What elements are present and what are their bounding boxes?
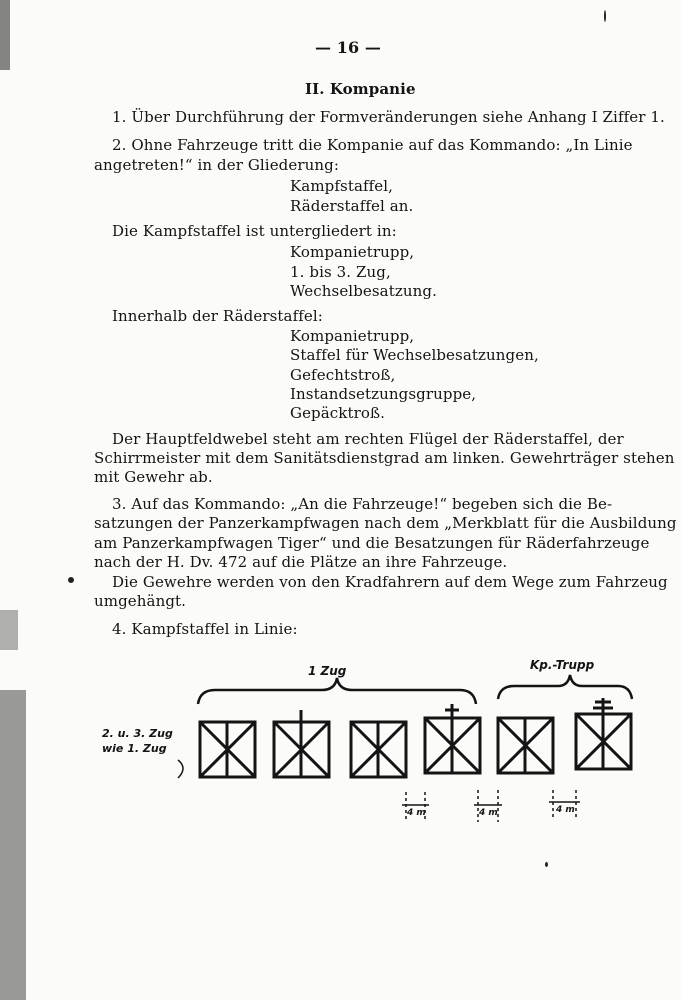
raederstaffel-intro: Innerhalb der Räderstaffel: (112, 307, 323, 325)
paragraph-3-line: nach der H. Dv. 472 auf die Plätze an ihre Fahrzeuge. (94, 553, 508, 571)
tank-symbol (274, 710, 329, 777)
raederstaffel-item: Gepäcktroß. (290, 404, 386, 422)
paragraph-3-line: satzungen der Panzerkampfwagen nach dem „Merkblatt für die Ausbildung (94, 514, 677, 532)
gap-label: 4 m (407, 808, 426, 818)
section-heading: II. Kompanie (305, 80, 416, 98)
tank-symbol (200, 722, 255, 777)
tank-symbol-leader (425, 704, 480, 773)
paragraph-3-line: 3. Auf das Kommando: „An die Fahrzeuge!“ begeben sich die Be- (112, 495, 613, 513)
raederstaffel-item: Kompanietrupp, (290, 327, 415, 345)
raederstaffel-item: Instandsetzungsgruppe, (290, 385, 477, 403)
label-side-2: wie 1. Zug (102, 742, 167, 755)
gap-label: 4 m (556, 805, 575, 815)
tank-symbol (351, 722, 406, 777)
brace-1-zug (198, 678, 476, 704)
paragraph-4: 4. Kampfstaffel in Linie: (112, 620, 298, 638)
page-number: — 16 — (315, 38, 382, 57)
tank-symbol-company-leader (576, 698, 631, 769)
hauptfeldwebel-line: mit Gewehr ab. (94, 468, 213, 486)
tank-symbol-kp (498, 718, 553, 773)
kampfstaffel-item: Kompanietrupp, (290, 243, 415, 261)
brace-kp-trupp (498, 675, 632, 699)
gliederung-item: Kampfstaffel, (290, 177, 394, 195)
kampfstaffel-intro: Die Kampfstaffel ist untergliedert in: (112, 222, 397, 240)
paragraph-1: 1. Über Durchführung der Formveränderungen siehe Anhang I Ziffer 1. (112, 108, 665, 126)
kampfstaffel-item: Wechselbesatzung. (290, 282, 437, 300)
raederstaffel-item: Staffel für Wechselbesatzungen, (290, 346, 539, 364)
hauptfeldwebel-line: Der Hauptfeldwebel steht am rechten Flügel der Räderstaffel, der (112, 430, 624, 448)
label-1-zug: 1 Zug (308, 664, 347, 678)
label-kp-trupp: Kp.-Trupp (530, 658, 595, 672)
raederstaffel-item: Gefechtstroß, (290, 366, 396, 384)
gewehre-line: Die Gewehre werden von den Kradfahrern auf dem Wege zum Fahrzeug (112, 573, 668, 591)
paragraph-3-line: am Panzerkampfwagen Tiger“ und die Besatzungen für Räderfahrzeuge (94, 534, 650, 552)
gliederung-item: Räderstaffel an. (290, 197, 414, 215)
side-bracket (178, 760, 183, 778)
label-side-1: 2. u. 3. Zug (102, 727, 173, 740)
paragraph-2-line-2: angetreten!“ in der Gliederung: (94, 156, 340, 174)
kampfstaffel-item: 1. bis 3. Zug, (290, 263, 391, 281)
gewehre-line: umgehängt. (94, 592, 187, 610)
paragraph-2-line-1: 2. Ohne Fahrzeuge tritt die Kompanie auf das Kommando: „In Linie (112, 136, 633, 154)
hauptfeldwebel-line: Schirrmeister mit dem Sanitätsdienstgrad am linken. Gewehrträger stehen (94, 449, 675, 467)
gap-label: 4 m (479, 808, 498, 818)
